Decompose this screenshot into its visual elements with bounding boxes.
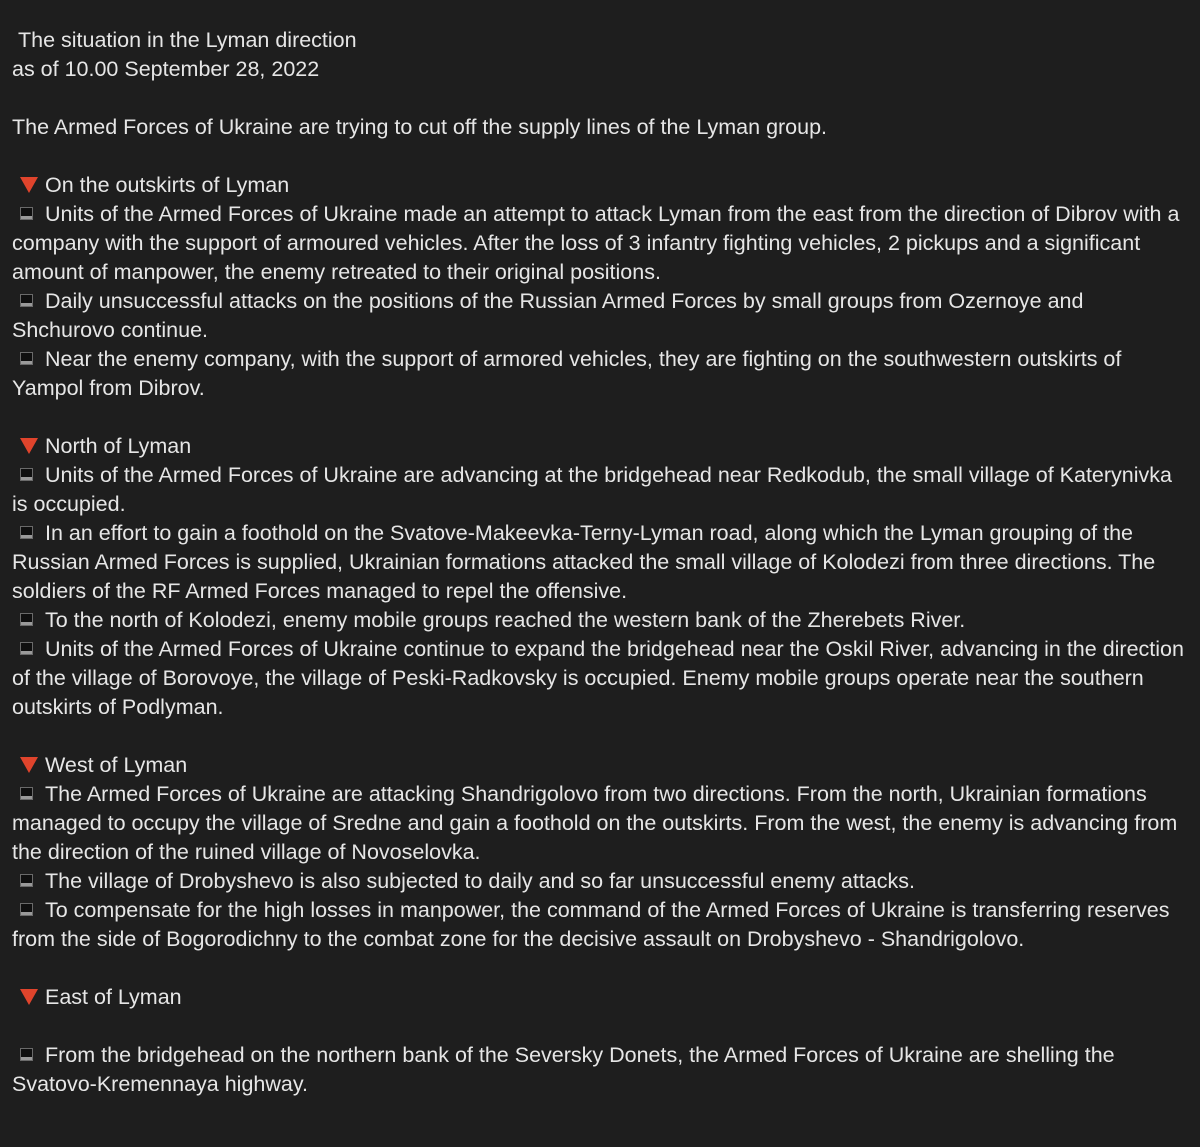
black-square-icon — [20, 903, 33, 916]
bullet-item — [12, 896, 1190, 954]
bullet-text: Units of the Armed Forces of Ukraine are advancing at the bridgehead near Redkodub, the small village of Katerynivka is occupied. — [12, 463, 1172, 516]
bullet-item — [12, 461, 1190, 519]
bullet-text: To the north of Kolodezi, enemy mobile groups reached the western bank of the Zherebets River. — [45, 608, 966, 632]
spacer — [12, 1012, 1190, 1041]
section-heading — [12, 751, 1190, 780]
section-north — [12, 432, 1190, 722]
bullet-item — [12, 635, 1190, 722]
bullet-item — [12, 200, 1190, 287]
black-square-icon — [20, 468, 33, 481]
spacer — [12, 722, 1190, 751]
red-down-triangle-icon — [20, 757, 38, 773]
bullet-text: Units of the Armed Forces of Ukraine continue to expand the bridgehead near the Oskil River, advancing in the direction of the village of Borovoye, the village of Peski-Radkovsky is occupied. Enemy mobile groups operate near the southern outskirts of Podlyman. — [12, 637, 1184, 719]
black-square-icon — [20, 874, 33, 887]
bullet-text: From the bridgehead on the northern bank of the Seversky Donets, the Armed Forces of Ukraine are shelling the Svatovo-Kremennaya highway. — [12, 1043, 1115, 1096]
red-down-triangle-icon — [20, 989, 38, 1005]
section-outskirts — [12, 171, 1190, 403]
black-square-icon — [20, 207, 33, 220]
document-title: The situation in the Lyman direction — [12, 28, 357, 52]
section-heading-text: East of Lyman — [45, 985, 182, 1009]
bullet-text: To compensate for the high losses in manpower, the command of the Armed Forces of Ukraine is transferring reserves from the side of Bogorodichny to the combat zone for the decisive assault on Drobyshevo - Shandrigolovo. — [12, 898, 1170, 951]
spacer — [12, 84, 1190, 113]
black-square-icon — [20, 352, 33, 365]
bullet-item — [12, 287, 1190, 345]
bullet-item — [12, 1041, 1190, 1099]
bullet-item — [12, 780, 1190, 867]
section-heading — [12, 171, 1190, 200]
bullet-item — [12, 345, 1190, 403]
spacer — [12, 403, 1190, 432]
bullet-text: The village of Drobyshevo is also subjected to daily and so far unsuccessful enemy attacks. — [45, 869, 916, 893]
section-heading — [12, 983, 1190, 1012]
bullet-item — [12, 606, 1190, 635]
document-body — [12, 26, 1190, 1099]
red-down-triangle-icon — [20, 438, 38, 454]
bullet-text: In an effort to gain a foothold on the Svatove-Makeevka-Terny-Lyman road, along which the Lyman grouping of the Russian Armed Forces is supplied, Ukrainian formations attacked the small village of Kolodezi from three directions. The soldiers of the RF Armed Forces managed to repel the offensive. — [12, 521, 1156, 603]
section-east — [12, 983, 1190, 1099]
section-heading-text: North of Lyman — [45, 434, 192, 458]
document-date: as of 10.00 September 28, 2022 — [12, 57, 320, 81]
intro-paragraph: The Armed Forces of Ukraine are trying to cut off the supply lines of the Lyman group. — [12, 115, 828, 139]
spacer — [12, 142, 1190, 171]
bullet-text: Units of the Armed Forces of Ukraine made an attempt to attack Lyman from the east from the direction of Dibrov with a company with the support of armoured vehicles. After the loss of 3 infantry fighting vehicles, 2 pickups and a significant amount of manpower, the enemy retreated to their original positions. — [12, 202, 1180, 284]
bullet-item — [12, 519, 1190, 606]
red-down-triangle-icon — [20, 177, 38, 193]
black-square-icon — [20, 787, 33, 800]
bullet-item — [12, 867, 1190, 896]
bullet-text: Daily unsuccessful attacks on the positions of the Russian Armed Forces by small groups from Ozernoye and Shchurovo continue. — [12, 289, 1084, 342]
black-square-icon — [20, 642, 33, 655]
section-west — [12, 751, 1190, 954]
bullet-text: Near the enemy company, with the support of armored vehicles, they are fighting on the southwestern outskirts of Yampol from Dibrov. — [12, 347, 1122, 400]
black-square-icon — [20, 613, 33, 626]
section-heading-text: West of Lyman — [45, 753, 188, 777]
black-square-icon — [20, 1048, 33, 1061]
section-heading-text: On the outskirts of Lyman — [45, 173, 290, 197]
black-square-icon — [20, 526, 33, 539]
black-square-icon — [20, 294, 33, 307]
bullet-text: The Armed Forces of Ukraine are attacking Shandrigolovo from two directions. From the north, Ukrainian formations managed to occupy the village of Sredne and gain a foothold on the outskirts. From the west, the enemy is advancing from the direction of the ruined village of Novoselovka. — [12, 782, 1178, 864]
spacer — [12, 954, 1190, 983]
section-heading — [12, 432, 1190, 461]
